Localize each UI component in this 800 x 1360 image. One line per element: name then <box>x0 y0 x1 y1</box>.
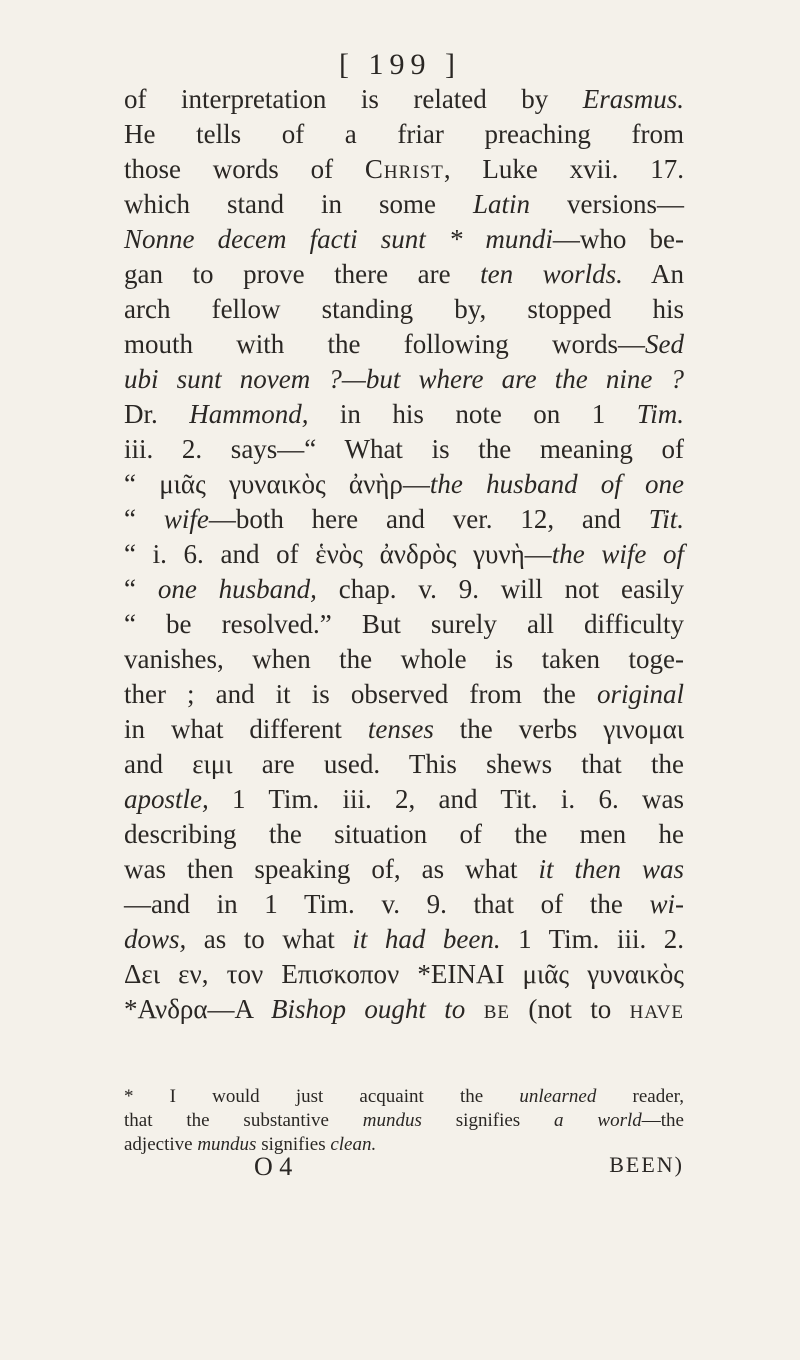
text-run: Δει εν, τον Επισκοπον *ΕΙΝΑΙ μιᾶς γυναικὸς <box>124 959 684 989</box>
text-line <box>124 572 684 607</box>
text-line <box>124 362 684 397</box>
italic-run: Erasmus. <box>582 84 684 114</box>
text-run: —and in 1 Tim. v. 9. that of the <box>124 889 650 919</box>
text-run: —who be- <box>552 224 684 254</box>
text-run: was then speaking of, as what <box>124 854 539 884</box>
text-run: that the substantive <box>124 1110 363 1131</box>
text-run: ther ; and it is observed from the <box>124 679 597 709</box>
text-line <box>124 747 684 782</box>
text-line <box>124 817 684 852</box>
text-line <box>124 327 684 362</box>
text-line <box>124 1133 684 1157</box>
text-line <box>124 922 684 957</box>
page-number: [ 199 ] <box>339 48 461 81</box>
text-run: *Ανδρα—A <box>124 994 271 1024</box>
text-run: versions— <box>530 189 684 219</box>
text-line <box>124 852 684 887</box>
italic-run: Hammond, <box>189 399 309 429</box>
text-run: “ <box>124 504 164 534</box>
italic-run: dows, <box>124 924 187 954</box>
text-line <box>124 222 684 257</box>
text-run: “ i. 6. and of ἑνὸς ἀνδρὸς γυνὴ— <box>124 539 552 569</box>
italic-run: Nonne decem facti sunt * mundi <box>124 224 553 254</box>
italic-run: wi- <box>649 889 684 919</box>
catchword: BEEN) <box>609 1152 684 1177</box>
text-run <box>465 994 483 1024</box>
italic-run: Tit. <box>648 504 685 534</box>
text-run: arch fellow standing by, stopped his <box>124 294 684 324</box>
text-run: mouth with the following words— <box>124 329 646 359</box>
text-run: —both here and ver. 12, and <box>208 504 649 534</box>
italic-run: Latin <box>472 189 530 219</box>
text-run: signifies <box>256 1134 331 1155</box>
italic-run: original <box>596 679 684 709</box>
text-run: the verbs γινομαι <box>433 714 684 744</box>
text-run: (not to <box>509 994 630 1024</box>
italic-run: tenses <box>367 714 434 744</box>
text-run: iii. 2. says—“ What is the meaning of <box>124 434 684 464</box>
text-run: reader, <box>596 1086 684 1107</box>
text-run: chap. v. 9. will not easily <box>316 574 684 604</box>
text-line <box>124 502 684 537</box>
text-run: of interpretation is related by <box>124 84 583 114</box>
italic-run: it then was <box>538 854 684 884</box>
text-line <box>124 957 684 992</box>
text-line <box>124 607 684 642</box>
text-run: signifies <box>421 1110 555 1131</box>
italic-run: mundus <box>197 1134 257 1155</box>
italic-run: one husband, <box>157 574 317 604</box>
text-line <box>124 397 684 432</box>
text-line <box>124 257 684 292</box>
italic-run: ten worlds. <box>480 259 623 289</box>
small-caps-run: have <box>629 994 684 1024</box>
text-line <box>124 1109 684 1133</box>
italic-run: ubi sunt novem ?—but where are the nine ? <box>124 364 684 394</box>
text-line <box>124 782 684 817</box>
text-line <box>124 187 684 222</box>
italic-run: clean. <box>330 1134 377 1155</box>
text-line <box>124 152 684 187</box>
italic-run: apostle, <box>124 784 209 814</box>
text-run: in what different <box>124 714 368 744</box>
italic-run: it had been. <box>352 924 501 954</box>
italic-run: mundus <box>362 1110 422 1131</box>
text-run: vanishes, when the whole is taken toge- <box>124 644 684 674</box>
small-caps-run: Christ <box>364 154 444 184</box>
signature-mark: O 4 <box>254 1152 293 1181</box>
italic-run: Tim. <box>636 399 685 429</box>
italic-run: unlearned <box>519 1086 597 1107</box>
text-line <box>124 117 684 152</box>
italic-run: the wife of <box>551 539 684 569</box>
text-line <box>124 887 684 922</box>
text-run: those words of <box>124 154 365 184</box>
italic-run: Sed <box>645 329 684 359</box>
text-run: 1 Tim. iii. 2. <box>500 924 684 954</box>
text-run: gan to prove there are <box>124 259 481 289</box>
text-run: Dr. <box>124 399 190 429</box>
text-run: “ <box>124 574 158 604</box>
text-line <box>124 292 684 327</box>
footnote <box>124 1085 684 1157</box>
text-run: * I would just acquaint the <box>124 1086 520 1107</box>
text-run: “ μιᾶς γυναικὸς ἀνὴρ— <box>124 469 430 499</box>
text-line <box>124 712 684 747</box>
text-line <box>124 1085 684 1109</box>
text-run: “ be resolved.” But surely all difficulty <box>124 609 684 639</box>
text-run: in his note on 1 <box>308 399 637 429</box>
text-run: —the <box>641 1110 684 1131</box>
main-text <box>124 82 684 1027</box>
text-run: 1 Tim. iii. 2, and Tit. i. 6. was <box>208 784 684 814</box>
text-line <box>124 467 684 502</box>
text-run: as to what <box>186 924 353 954</box>
text-line <box>124 677 684 712</box>
text-line <box>124 992 684 1027</box>
text-line <box>124 432 684 467</box>
italic-run: a world <box>554 1110 642 1131</box>
text-run: adjective <box>124 1134 198 1155</box>
text-run: which stand in some <box>124 189 473 219</box>
text-line <box>124 537 684 572</box>
text-run: He tells of a friar preaching from <box>124 119 684 149</box>
text-run: describing the situation of the men he <box>124 819 684 849</box>
text-line <box>124 82 684 117</box>
text-run: , Luke xvii. 17. <box>443 154 684 184</box>
italic-run: wife <box>163 504 209 534</box>
text-run: and ειμι are used. This shews that the <box>124 749 684 779</box>
text-line <box>124 642 684 677</box>
text-run: An <box>622 259 684 289</box>
italic-run: Bishop ought to <box>270 994 466 1024</box>
small-caps-run: be <box>483 994 510 1024</box>
italic-run: the husband of one <box>429 469 684 499</box>
